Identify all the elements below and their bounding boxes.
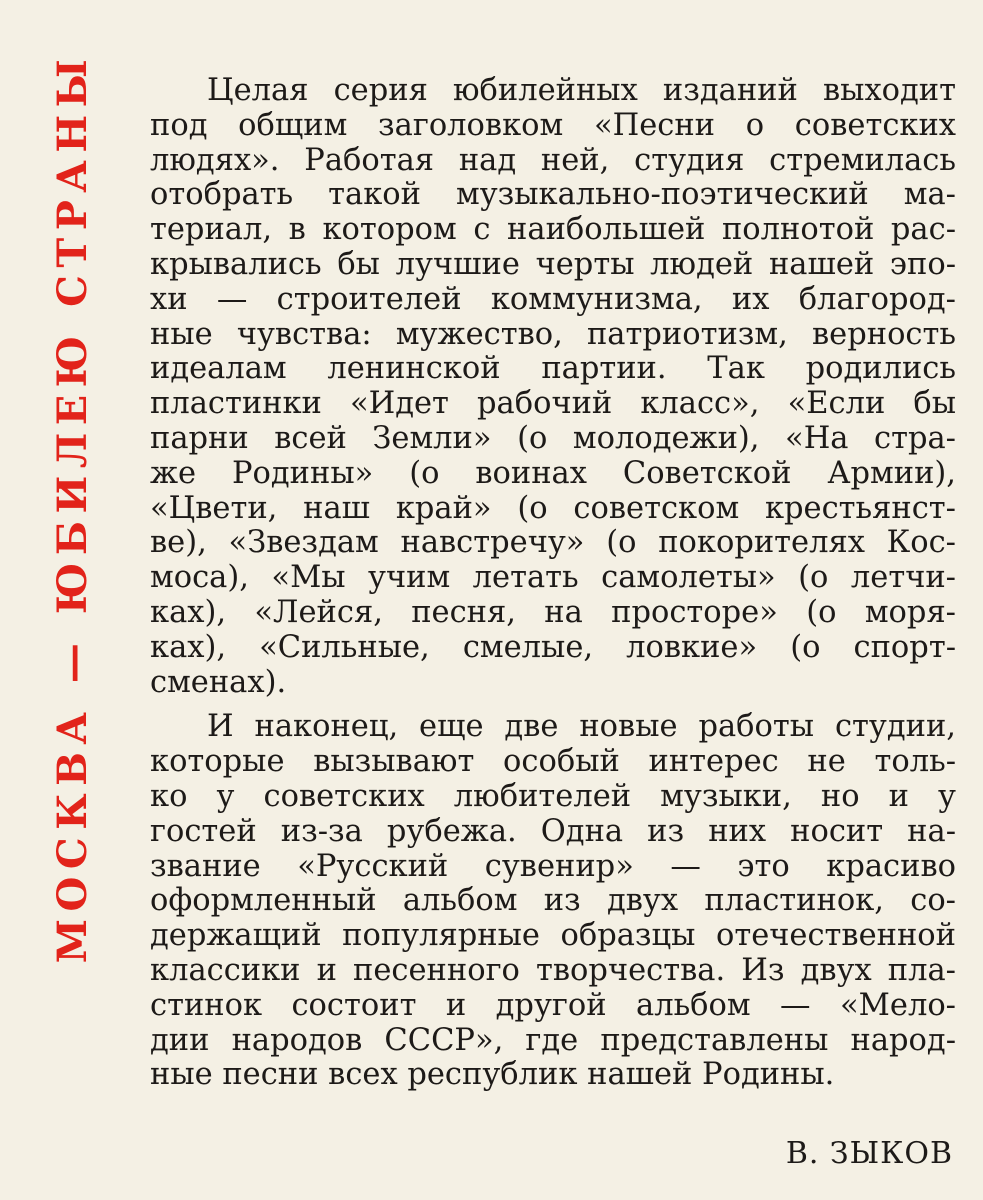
text-line: моса), «Мы учим летать самолеты» (о летчи-: [150, 560, 956, 596]
text-line: ные чувства: мужество, патриотизм, верность: [150, 316, 956, 352]
text-line: отобрать такой музыкально-поэтический ма-: [150, 177, 956, 213]
paragraph-1: [150, 74, 956, 700]
text-line: «Цвети, наш край» (о советском крестьянст-: [150, 490, 956, 526]
text-line: И наконец, еще две новые работы студии,: [207, 709, 956, 745]
text-line: крывались бы лучшие черты людей нашей эпо-: [150, 246, 956, 282]
text-line: пластинки «Идет рабочий класс», «Если бы: [150, 386, 956, 422]
text-line: которые вызывают особый интерес не толь-: [150, 744, 956, 780]
text-line: гостей из-за рубежа. Одна из них носит на-: [150, 813, 956, 849]
text-line: людях». Работая над ней, студия стремилась: [150, 142, 956, 178]
text-line: звание «Русский сувенир» — это красиво: [150, 848, 956, 884]
text-line: териал, в котором с наибольшей полнотой рас-: [150, 212, 956, 248]
text-line: ках), «Сильные, смелые, ловкие» (о спорт-: [150, 629, 956, 665]
author-signature: В. ЗЫКОВ: [785, 1136, 953, 1171]
text-line: хи — строителей коммунизма, их благород-: [150, 281, 956, 317]
text-line: ко у советских любителей музыки, но и у: [150, 778, 956, 814]
text-line: Целая серия юбилейных изданий выходит: [207, 73, 956, 108]
text-line: держащий популярные образцы отечественной: [150, 918, 956, 954]
text-line: классики и песенного творчества. Из двух пла-: [150, 952, 956, 988]
text-line: парни всей Земли» (о молодежи), «На стра-: [150, 420, 956, 456]
text-line: же Родины» (о воинах Советской Армии),: [150, 455, 956, 491]
text-line: дии народов СССР», где представлены народ-: [150, 1022, 956, 1058]
text-line: ках), «Лейся, песня, на просторе» (о моря-: [150, 594, 956, 630]
text-line: ные песни всех республик нашей Родины.: [150, 1057, 835, 1093]
text-line: оформленный альбом из двух пластинок, со-: [150, 883, 956, 919]
text-line: ве), «Звездам навстречу» (о покорителях Кос-: [150, 525, 956, 561]
text-line: идеалам ленинской партии. Так родились: [150, 351, 956, 387]
section-title-text: МОСКВА — ЮБИЛЕЮ СТРАНЫ: [49, 51, 97, 963]
vertical-section-title: [48, 51, 98, 963]
article-body: [150, 74, 956, 1093]
text-line: под общим заголовком «Песни о советских: [150, 107, 956, 143]
text-line: стинок состоит и другой альбом — «Мело-: [150, 987, 956, 1023]
text-line: сменах).: [150, 664, 287, 700]
paragraph-2: [150, 710, 956, 1093]
